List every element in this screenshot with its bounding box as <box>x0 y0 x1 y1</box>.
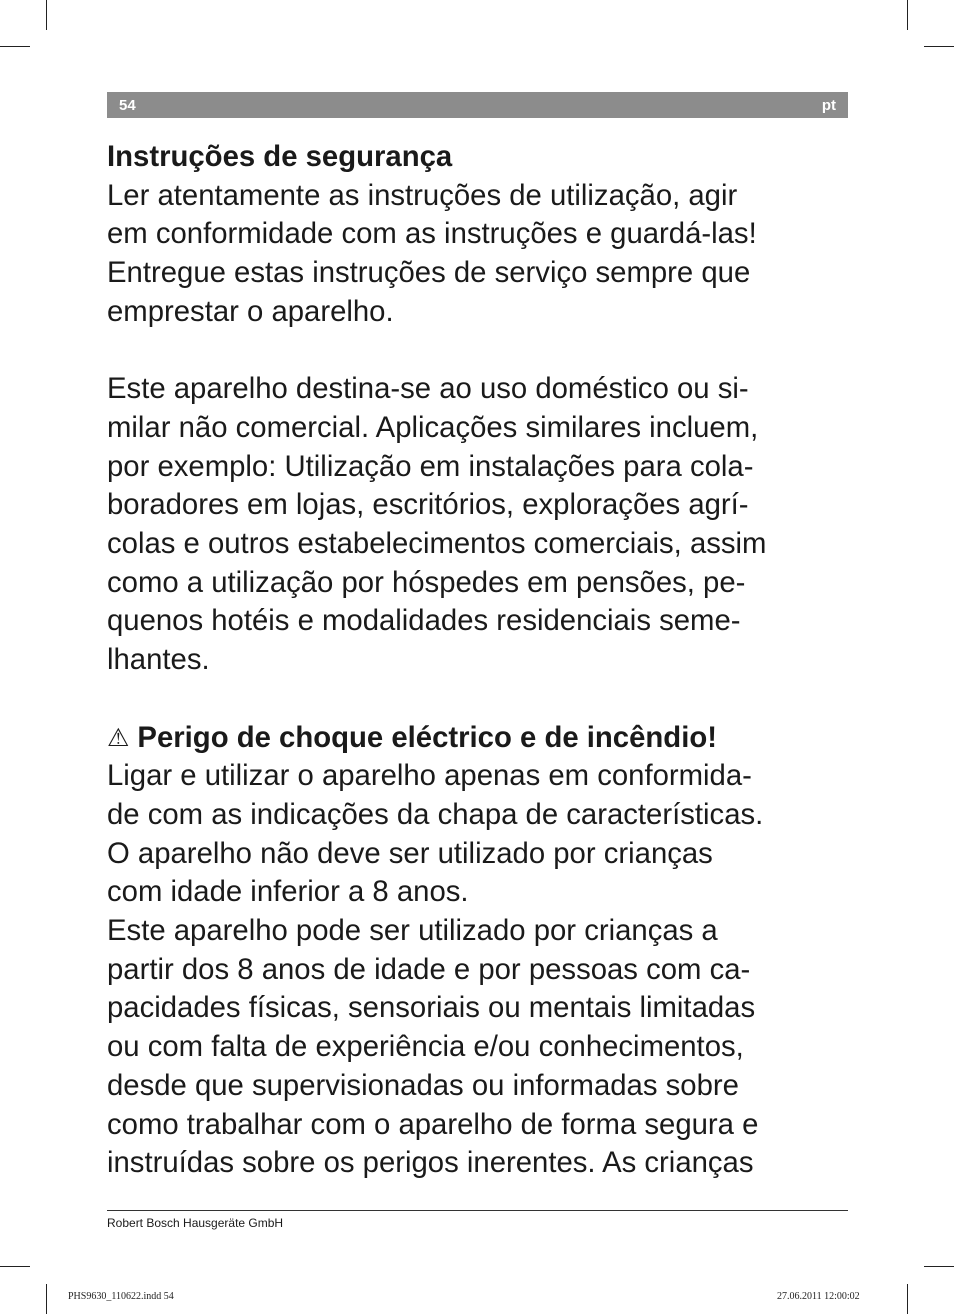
text-line: partir dos 8 anos de idade e por pessoas com ca- <box>107 952 751 986</box>
text-line: como trabalhar com o aparelho de forma segura e <box>107 1107 759 1141</box>
text-line: lhantes. <box>107 643 210 677</box>
text-line: boradores em lojas, escritórios, explorações agrí- <box>107 488 749 522</box>
text-line: com idade inferior a 8 anos. <box>107 875 469 909</box>
crop-mark <box>0 46 30 47</box>
text-line: por exemplo: Utilização em instalações para cola- <box>107 449 754 483</box>
text-line: desde que supervisionadas ou informadas sobre <box>107 1068 739 1102</box>
print-slug-file: PHS9630_110622.indd 54 <box>68 1291 174 1302</box>
page-header-bar <box>107 92 848 118</box>
footer-divider <box>107 1210 848 1211</box>
text-line: colas e outros estabelecimentos comerciais, assim <box>107 527 767 561</box>
text-line: Entregue estas instruções de serviço sempre que <box>107 256 751 290</box>
crop-mark <box>924 1266 954 1267</box>
page-number: 54 <box>119 96 136 114</box>
crop-mark <box>0 1266 30 1267</box>
section-title: Instruções de segurança <box>107 140 453 173</box>
text-line: como a utilização por hóspedes em pensões, pe- <box>107 565 746 599</box>
paragraph-gap <box>107 680 852 719</box>
text-line: Ler atentamente as instruções de utilização, agir <box>107 178 738 212</box>
text-line: Ligar e utilizar o aparelho apenas em conformida- <box>107 759 752 793</box>
warning-title: Perigo de choque eléctrico e de incêndio! <box>137 720 717 754</box>
text-line: em conformidade com as instruções e guardá-las! <box>107 217 757 251</box>
crop-mark <box>907 0 908 30</box>
crop-mark <box>46 0 47 30</box>
text-line: Este aparelho pode ser utilizado por crianças a <box>107 914 718 948</box>
warning-triangle-icon: ⚠ <box>107 723 130 752</box>
warning-heading <box>107 719 852 758</box>
footer-company: Robert Bosch Hausgeräte GmbH <box>107 1216 284 1230</box>
text-line: pacidades físicas, sensoriais ou mentais limitadas <box>107 991 756 1025</box>
crop-mark <box>46 1284 47 1314</box>
page-content <box>107 138 852 1183</box>
text-line: emprestar o aparelho. <box>107 294 394 328</box>
print-slug-date: 27.06.2011 12:00:02 <box>777 1291 860 1302</box>
paragraph-gap <box>107 332 852 371</box>
crop-mark <box>924 46 954 47</box>
crop-mark <box>907 1284 908 1314</box>
text-line: O aparelho não deve ser utilizado por crianças <box>107 836 713 870</box>
language-code: pt <box>821 96 836 114</box>
text-line: Este aparelho destina-se ao uso doméstico ou si- <box>107 372 749 406</box>
text-line: de com as indicações da chapa de características. <box>107 797 764 831</box>
text-line: instruídas sobre os perigos inerentes. As crianças <box>107 1146 754 1180</box>
text-line: quenos hotéis e modalidades residenciais seme- <box>107 604 741 638</box>
text-line: ou com falta de experiência e/ou conhecimentos, <box>107 1030 744 1064</box>
text-line: milar não comercial. Aplicações similares incluem, <box>107 410 759 444</box>
